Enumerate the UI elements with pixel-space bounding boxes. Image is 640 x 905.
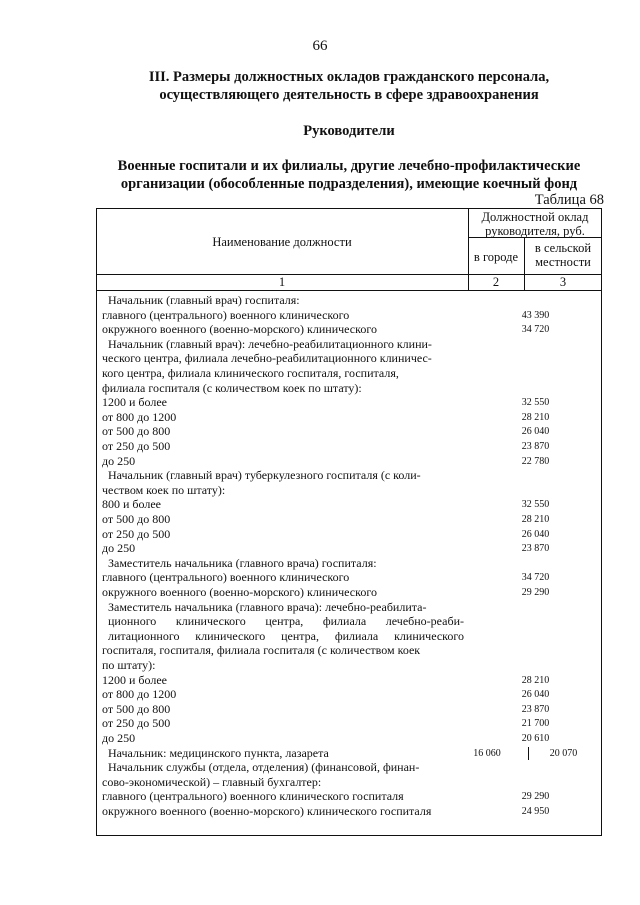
- position-name: ционного клинического центра, филиала лечебно-реаби-: [108, 614, 464, 629]
- position-name: Заместитель начальника (главного врача) госпиталя:: [108, 555, 377, 570]
- salary-city-value: 16 060: [473, 747, 501, 759]
- position-name: госпиталя, госпиталя, филиала госпиталя (с количеством коек: [102, 643, 421, 658]
- position-name: сово-экономической) – главный бухгалтер:: [102, 774, 322, 789]
- position-name: до 250: [102, 731, 136, 745]
- salary-value: 23 870: [521, 703, 550, 715]
- table-row: [96, 337, 602, 352]
- organization-title-line-1: Военные госпитали и их филиалы, другие лечебно-профилактические: [117, 158, 581, 174]
- table-row: [96, 483, 602, 498]
- header-rural: [524, 241, 602, 269]
- section-title: [96, 68, 602, 104]
- position-name: ческого центра, филиала лечебно-реабилитационного клиничес-: [102, 351, 432, 366]
- header-salary-line-2: руководителя, руб.: [485, 224, 585, 238]
- table-row: [96, 716, 602, 731]
- salary-value: 23 870: [521, 441, 550, 452]
- table-row: [96, 775, 602, 790]
- table-row: [96, 366, 602, 381]
- position-name: 1200 и более: [102, 672, 168, 687]
- table-row: [96, 541, 602, 556]
- header-position-name: Наименование должности: [212, 235, 352, 249]
- header-rural-line-2: местности: [535, 255, 591, 269]
- organization-title-line-2: организации (обособленные подразделения), имеющие коечный фонд: [120, 176, 578, 192]
- table-row: [96, 804, 602, 819]
- position-name: Начальник (главный врач) госпиталя:: [108, 293, 300, 307]
- position-name: 1200 и более: [102, 395, 168, 410]
- table-row: [96, 293, 602, 308]
- organization-title: [96, 157, 602, 193]
- salary-value: 24 950: [521, 806, 550, 817]
- position-name: литационного клинического центра, филиала клинического: [108, 628, 464, 643]
- table-row: [96, 570, 602, 585]
- position-name: окружного военного (военно-морского) клинического: [102, 322, 377, 337]
- position-name: главного (центрального) военного клинического: [102, 570, 350, 585]
- salary-value: 28 210: [521, 411, 550, 423]
- table-row: [96, 600, 602, 615]
- salary-table: [96, 208, 602, 836]
- salary-value: 28 210: [521, 514, 550, 525]
- table-row: [96, 424, 602, 439]
- salary-value: 26 040: [521, 426, 550, 438]
- salary-value: 22 780: [521, 455, 550, 467]
- salary-value: 29 290: [521, 587, 550, 598]
- table-row: [96, 497, 602, 512]
- table-row: [96, 322, 602, 337]
- table-row: [96, 658, 602, 673]
- position-name: Начальник (главный врач): лечебно-реабилитационного клини-: [108, 336, 432, 351]
- salary-value: 23 870: [521, 543, 550, 555]
- position-name: Начальник службы (отдела, отделения) (финансовой, финан-: [108, 760, 420, 775]
- position-name: от 250 до 500: [102, 716, 171, 731]
- position-name: от 250 до 500: [102, 526, 171, 541]
- position-name: до 250: [102, 541, 136, 556]
- salary-rural-value: 20 070: [549, 747, 578, 759]
- salary-value: 29 290: [521, 791, 550, 803]
- table-row: [96, 512, 602, 527]
- table-row: [96, 731, 602, 746]
- table-row: [96, 629, 602, 644]
- table-row: [96, 410, 602, 425]
- table-row: [96, 746, 602, 761]
- position-name: главного (центрального) военного клинического госпиталя: [102, 789, 404, 804]
- position-name: главного (центрального) военного клинического: [102, 307, 350, 322]
- header-num-3: 3: [559, 275, 567, 289]
- table-row: [96, 351, 602, 366]
- subsection-title: Руководители: [303, 123, 395, 139]
- page-number: 66: [312, 38, 328, 54]
- position-name: окружного военного (военно-морского) клинического госпиталя: [102, 804, 432, 818]
- position-name: от 500 до 800: [102, 701, 171, 716]
- table-row: [96, 702, 602, 717]
- salary-value: 32 550: [521, 397, 550, 409]
- salary-value: 28 210: [521, 674, 550, 686]
- position-name: от 250 до 500: [102, 439, 171, 453]
- table-row: [96, 381, 602, 396]
- position-name: окружного военного (военно-морского) клинического: [102, 585, 377, 599]
- position-name: филиала госпиталя (с количеством коек по штату):: [102, 380, 362, 395]
- position-name: чеством коек по штату):: [102, 482, 226, 497]
- table-row: [96, 527, 602, 542]
- salary-value: 21 700: [521, 718, 550, 730]
- table-row: [96, 556, 602, 571]
- table-row: [96, 454, 602, 469]
- salary-value: 34 720: [521, 324, 550, 336]
- table-row: [96, 468, 602, 483]
- salary-value: 26 040: [521, 528, 550, 540]
- table-row: [96, 789, 602, 804]
- section-title-line-1: III. Размеры должностных окладов гражданского персонала,: [148, 69, 550, 85]
- table-row: [96, 673, 602, 688]
- salary-value: 43 390: [521, 309, 550, 321]
- header-num-1: 1: [278, 275, 286, 289]
- header-salary-line-1: Должностной оклад: [481, 210, 589, 224]
- header-line-numbers: [96, 290, 602, 291]
- position-name: до 250: [102, 453, 136, 468]
- table-row: [96, 439, 602, 454]
- position-name: от 500 до 800: [102, 424, 171, 439]
- section-title-line-2: осуществляющего деятельность в сфере здравоохранения: [159, 87, 539, 103]
- position-name: по штату):: [102, 658, 156, 672]
- table-row: [96, 308, 602, 323]
- table-row: [96, 643, 602, 658]
- salary-value: 26 040: [521, 689, 550, 701]
- salary-value: 32 550: [521, 499, 550, 511]
- salary-value: 34 720: [521, 572, 550, 584]
- header-salary: [468, 210, 602, 238]
- position-name: от 500 до 800: [102, 512, 171, 526]
- position-name: 800 и более: [102, 497, 162, 512]
- header-city: в городе: [473, 250, 519, 264]
- salary-value: 20 610: [521, 733, 550, 744]
- position-name: Заместитель начальника (главного врача): лечебно-реабилита-: [108, 599, 427, 614]
- position-name: от 800 до 1200: [102, 687, 177, 702]
- position-name: кого центра, филиала клинического госпиталя, госпиталя,: [102, 366, 399, 380]
- header-num-2: 2: [492, 275, 500, 289]
- table-row: [96, 395, 602, 410]
- table-row: [96, 614, 602, 629]
- table-label: Таблица 68: [534, 192, 604, 208]
- position-name: Начальник: медицинского пункта, лазарета: [108, 745, 329, 760]
- position-name: Начальник (главный врач) туберкулезного госпиталя (с коли-: [108, 468, 421, 483]
- header-rural-line-1: в сельской: [534, 241, 592, 255]
- table-row: [96, 585, 602, 600]
- table-border-top: [96, 208, 602, 209]
- position-name: от 800 до 1200: [102, 409, 177, 424]
- table-row: [96, 687, 602, 702]
- table-border-bottom: [96, 835, 602, 836]
- table-row: [96, 760, 602, 775]
